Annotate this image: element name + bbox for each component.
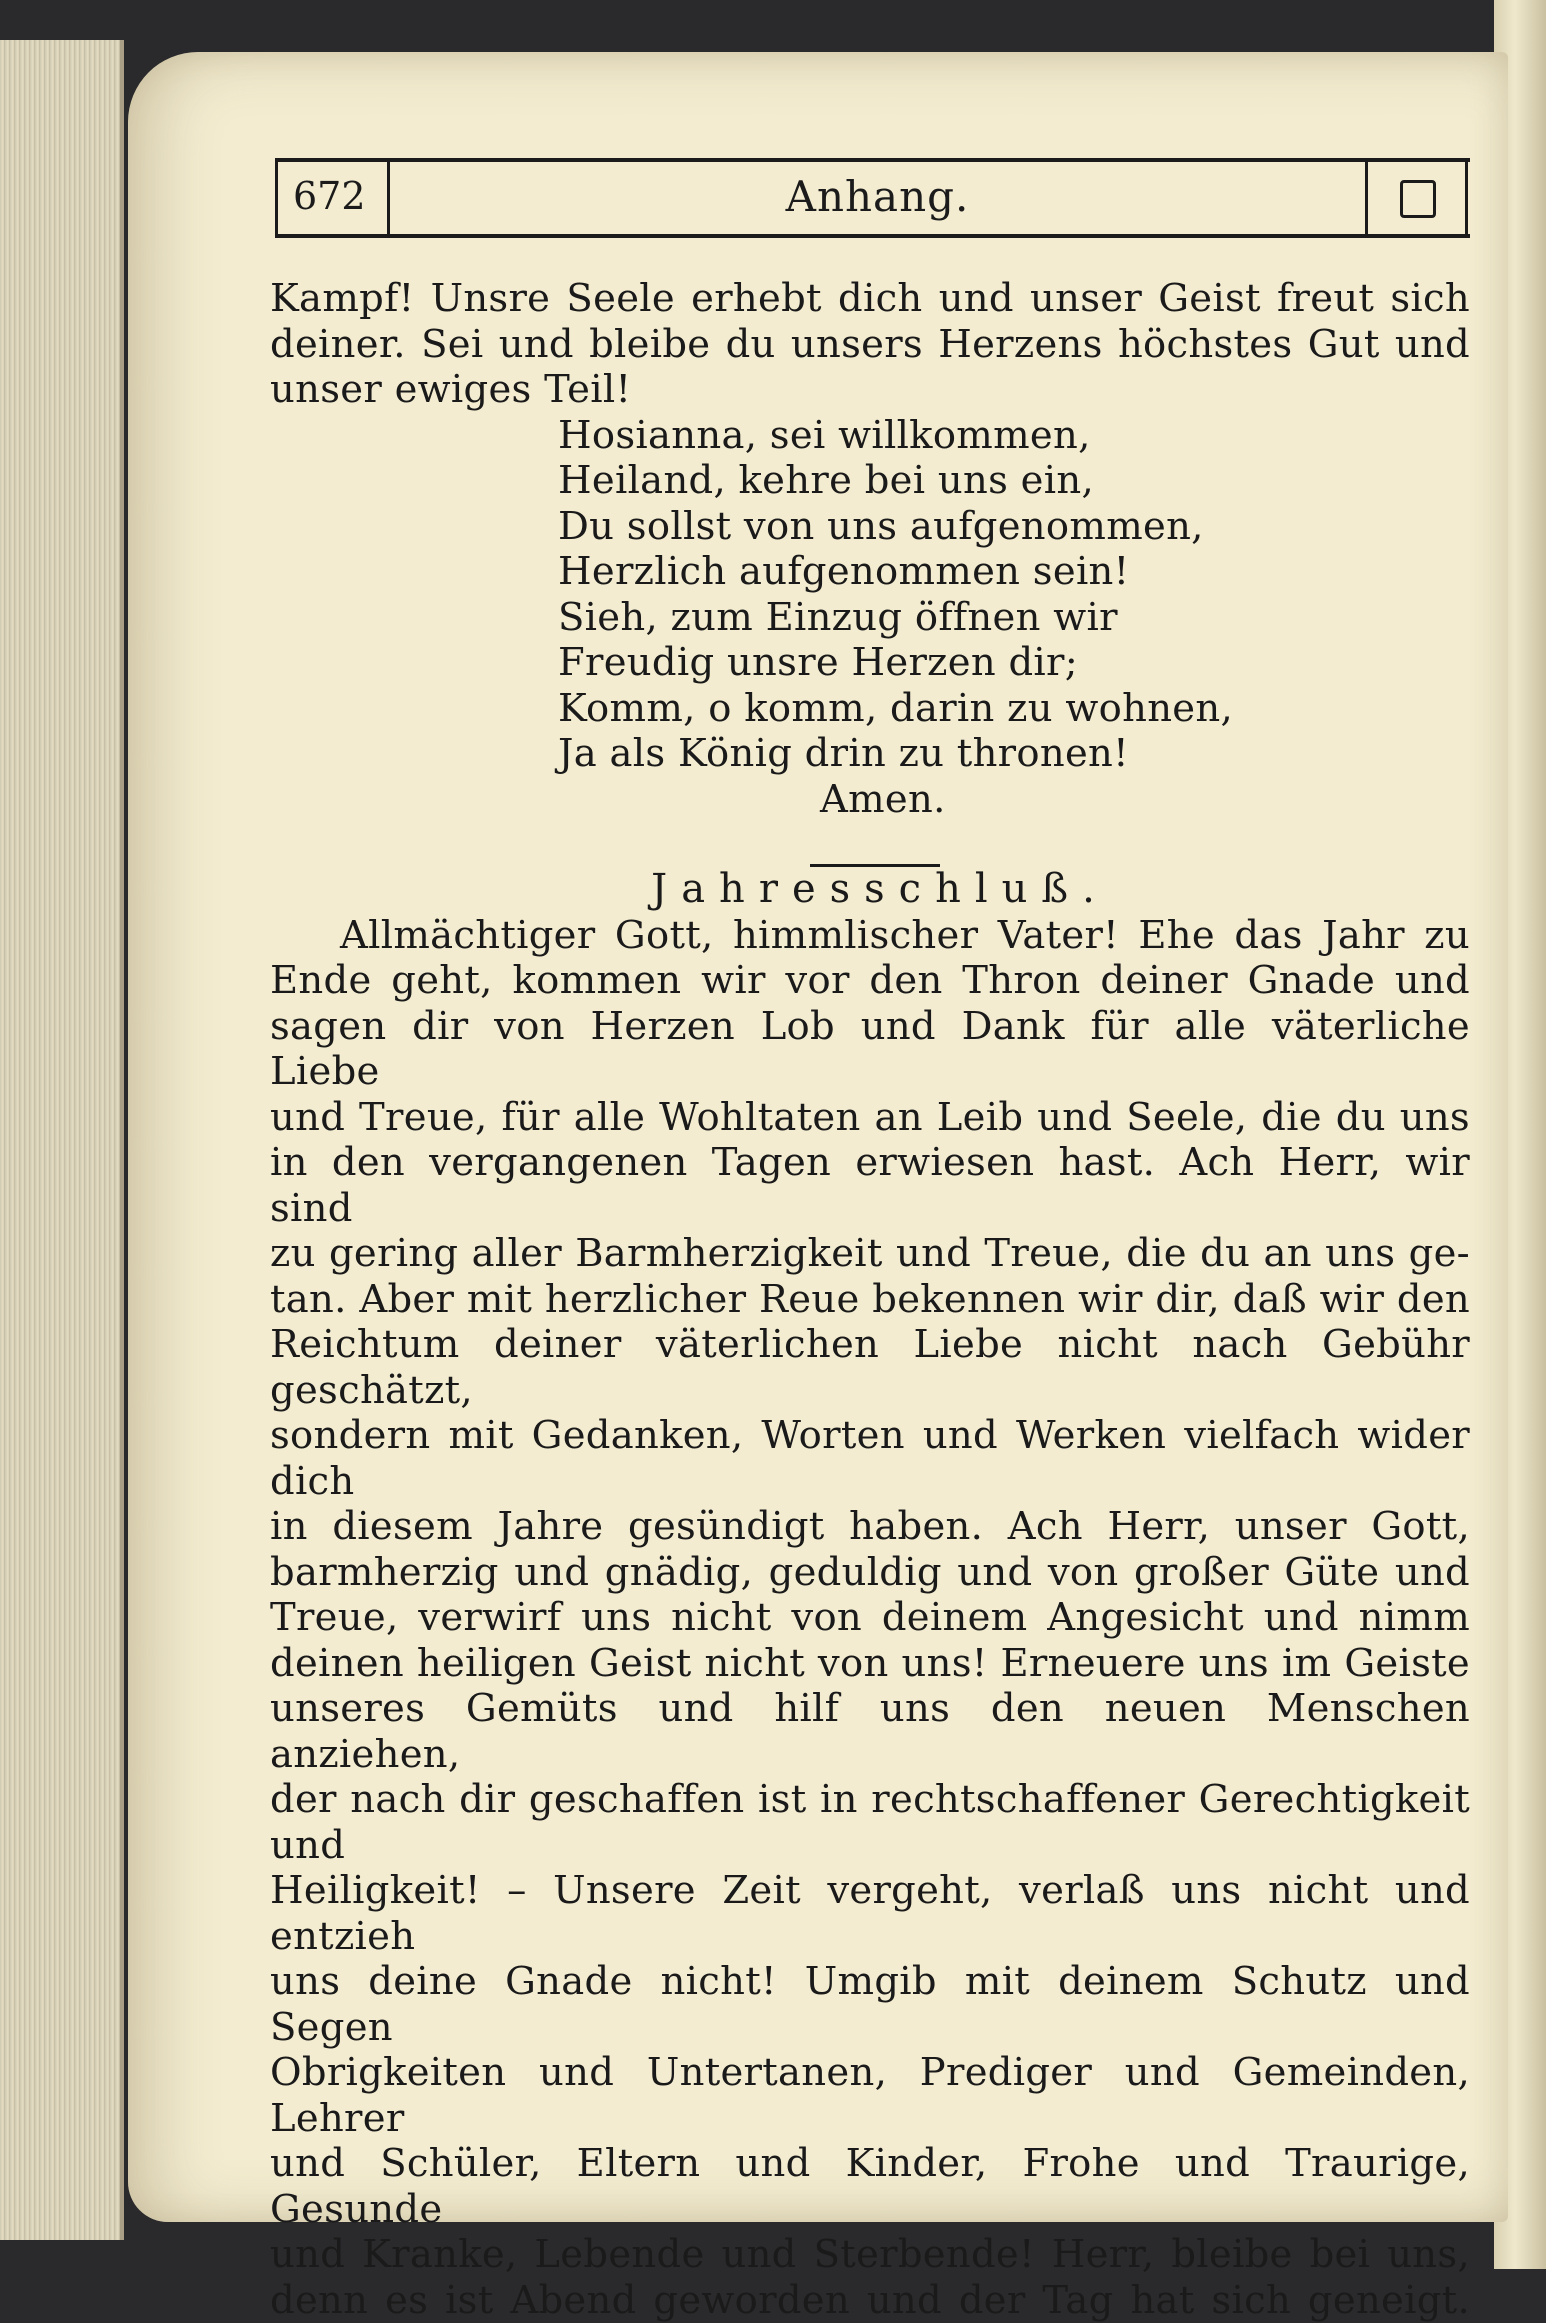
page-header [275, 158, 1470, 238]
text-line: deiner. Sei und bleibe du unsers Herzens höchstes Gut und [270, 322, 1470, 368]
text-line: und Kranke, Lebende und Sterbende! Herr, bleibe bei uns, [270, 2232, 1470, 2278]
text-line: deinen heiligen Geist nicht von uns! Erneuere uns im Geiste [270, 1641, 1470, 1687]
text-line: Reichtum deiner väterlichen Liebe nicht nach Gebühr geschätzt, [270, 1322, 1470, 1413]
page-body [270, 276, 1470, 2323]
text-line: Kampf! Unsre Seele erhebt dich und unser Geist freut sich [270, 276, 1470, 322]
prayer-end [270, 276, 1470, 413]
verse-line: Ja als König drin zu thronen! [270, 731, 1470, 777]
text-line: unser ewiges Teil! [270, 367, 1470, 413]
text-line: tan. Aber mit herzlicher Reue bekennen wir dir, daß wir den [270, 1277, 1470, 1323]
text-line: Ende geht, kommen wir vor den Thron deiner Gnade und [270, 958, 1470, 1004]
header-rule [1365, 162, 1368, 234]
verse-line: Sieh, zum Einzug öffnen wir [270, 595, 1470, 641]
verse-line: Freudig unsre Herzen dir; [270, 640, 1470, 686]
header-rule [1465, 162, 1468, 234]
text-line: zu gering aller Barmherzigkeit und Treue, die du an uns ge- [270, 1231, 1470, 1277]
running-head: Anhang. [390, 172, 1365, 221]
text-line: und Schüler, Eltern und Kinder, Frohe und Traurige, Gesunde [270, 2141, 1470, 2232]
text-line: Treue, verwirf uns nicht von deinem Angesicht und nimm [270, 1595, 1470, 1641]
text-line: der nach dir geschaffen ist in rechtschaffener Gerechtigkeit und [270, 1777, 1470, 1868]
text-line: uns deine Gnade nicht! Umgib mit deinem Schutz und Segen [270, 1959, 1470, 2050]
text-line: barmherzig und gnädig, geduldig und von großer Güte und [270, 1550, 1470, 1596]
book-page-edges-left [0, 40, 124, 2240]
text-line: Obrigkeiten und Untertanen, Prediger und Gemeinden, Lehrer [270, 2050, 1470, 2141]
text-line: Heiligkeit! – Unsere Zeit vergeht, verlaß uns nicht und entzieh [270, 1868, 1470, 1959]
page-number: 672 [293, 174, 366, 218]
amen: Amen. [270, 777, 1470, 823]
section-title: Jahresschluß. [270, 867, 1470, 913]
verse-line: Du sollst von uns aufgenommen, [270, 504, 1470, 550]
verse-line: Heiland, kehre bei uns ein, [270, 458, 1470, 504]
text-line: und Treue, für alle Wohltaten an Leib und Seele, die du uns [270, 1095, 1470, 1141]
prayer-jahresschluss [270, 913, 1470, 2323]
text-line: sagen dir von Herzen Lob und Dank für alle väterliche Liebe [270, 1004, 1470, 1095]
header-box-ornament [1400, 180, 1436, 218]
verse-line: Komm, o komm, darin zu wohnen, [270, 686, 1470, 732]
text-line: denn es ist Abend geworden und der Tag hat sich geneigt. [270, 2278, 1470, 2323]
text-line: in den vergangenen Tagen erwiesen hast. Ach Herr, wir sind [270, 1140, 1470, 1231]
verse-line: Hosianna, sei willkommen, [270, 413, 1470, 459]
text-line: Allmächtiger Gott, himmlischer Vater! Ehe das Jahr zu [270, 913, 1470, 959]
verse-line: Herzlich aufgenommen sein! [270, 549, 1470, 595]
text-line: unseres Gemüts und hilf uns den neuen Menschen anziehen, [270, 1686, 1470, 1777]
hymn-verse [270, 413, 1470, 823]
text-line: in diesem Jahre gesündigt haben. Ach Herr, unser Gott, [270, 1504, 1470, 1550]
header-rule [275, 162, 278, 234]
text-line: sondern mit Gedanken, Worten und Werken vielfach wider dich [270, 1413, 1470, 1504]
